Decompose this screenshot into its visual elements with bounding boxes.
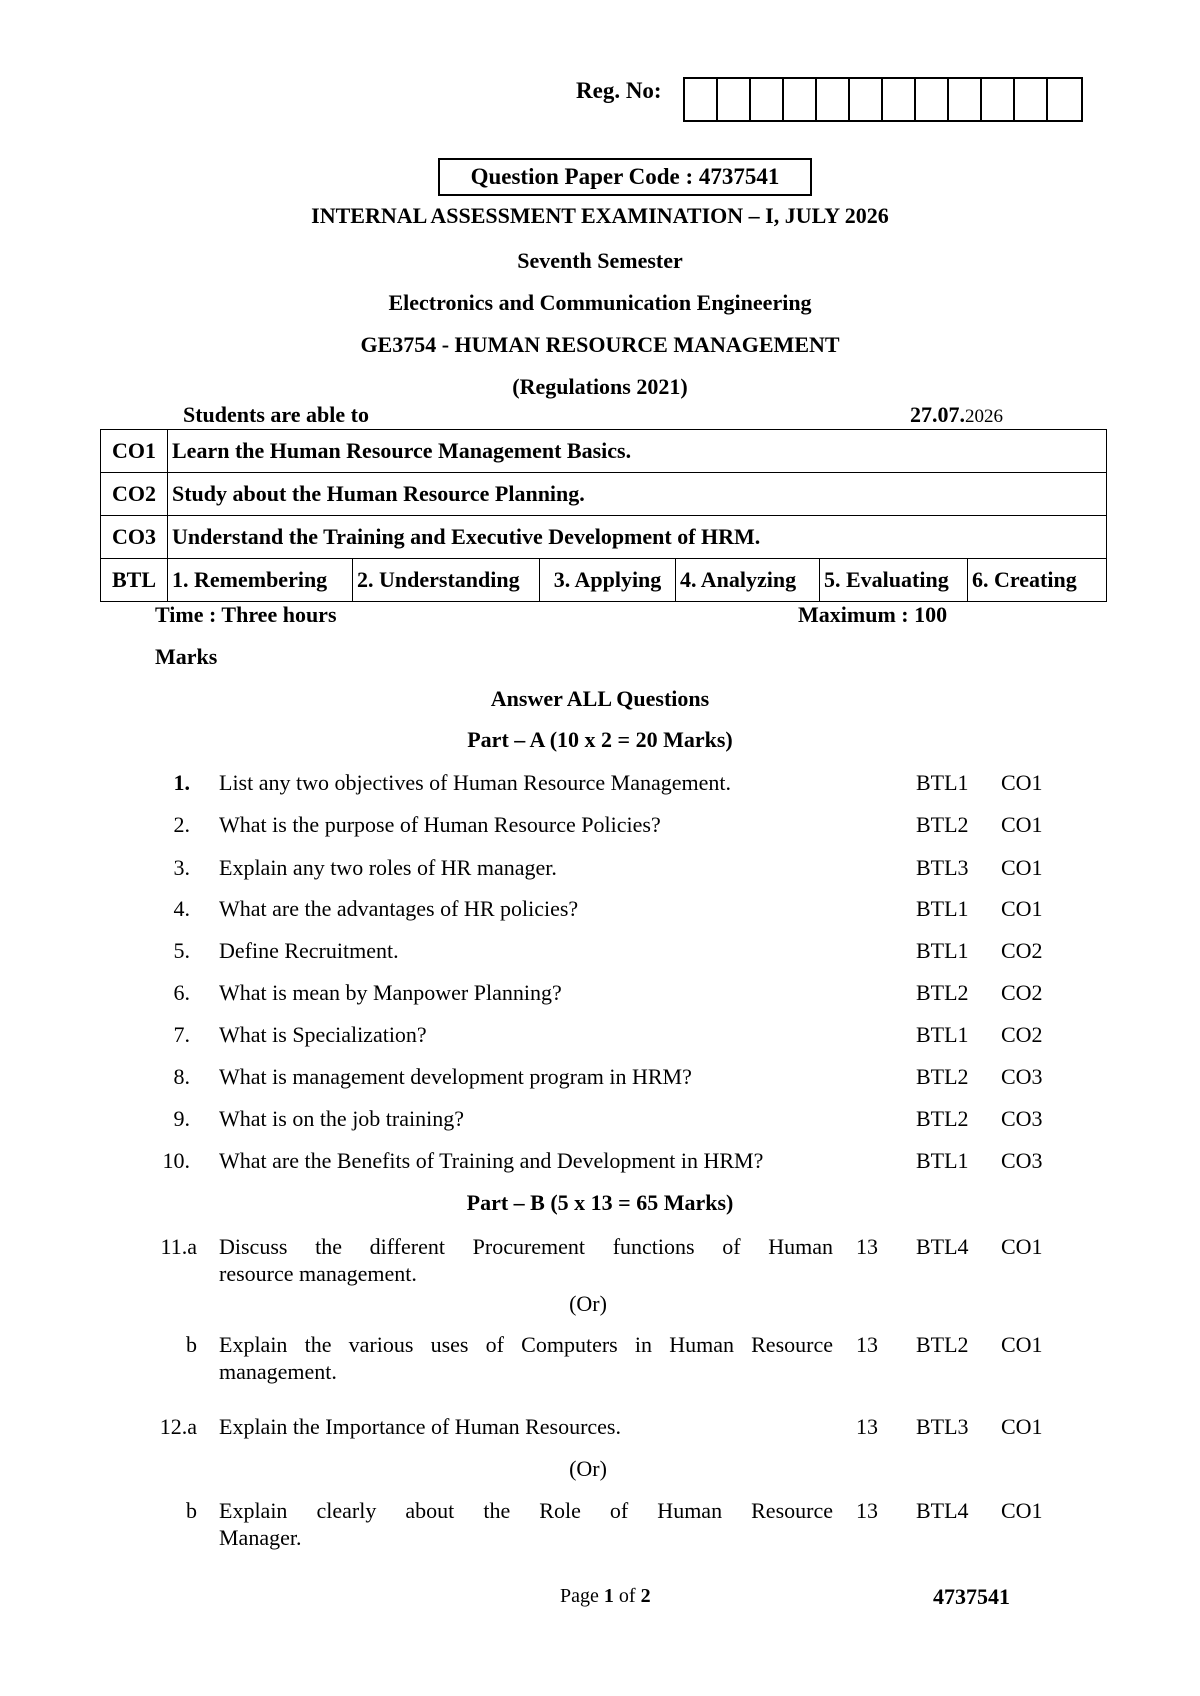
- co-code: CO3: [101, 516, 168, 559]
- students-label: Students are able to: [183, 402, 369, 427]
- question-row: [0, 1106, 1200, 1136]
- question-btl: BTL3: [916, 855, 969, 880]
- marks-word: Marks: [155, 644, 218, 669]
- question-text-line: Discuss the different Procurement functions of Human: [219, 1234, 833, 1259]
- question-number: 3.: [173, 855, 190, 880]
- btl-level: 2. Understanding: [353, 559, 540, 602]
- question-co: CO3: [1001, 1064, 1043, 1089]
- co-code: CO1: [101, 430, 168, 473]
- question-row: [0, 938, 1200, 968]
- co-row: [101, 430, 1107, 473]
- question-btl: BTL3: [916, 1414, 969, 1439]
- exam-date: [910, 402, 1003, 428]
- question-row: [0, 1332, 1200, 1388]
- or-separator: [0, 1291, 1200, 1317]
- question-text: What is the purpose of Human Resource Policies?: [219, 812, 661, 837]
- btl-code: BTL: [101, 559, 168, 602]
- btl-row: [101, 559, 1107, 602]
- question-row: [0, 896, 1200, 926]
- question-row: [0, 770, 1200, 800]
- co-code: CO2: [101, 473, 168, 516]
- question-co: CO3: [1001, 1148, 1043, 1173]
- question-btl: BTL1: [916, 770, 969, 795]
- semester: Seventh Semester: [517, 248, 683, 273]
- question-text: What are the advantages of HR policies?: [219, 896, 579, 921]
- co-text: Study about the Human Resource Planning.: [168, 473, 1107, 516]
- btl-level: 5. Evaluating: [820, 559, 968, 602]
- question-row: [0, 812, 1200, 842]
- question-number: 1.: [173, 770, 190, 795]
- question-text-line: Manager.: [219, 1525, 302, 1550]
- reg-no-cell[interactable]: [949, 79, 982, 120]
- question-co: CO1: [1001, 1234, 1043, 1259]
- page-number: [560, 1585, 651, 1608]
- question-row: [0, 1498, 1200, 1554]
- question-number: b: [186, 1498, 197, 1523]
- question-text: Define Recruitment.: [219, 938, 399, 963]
- question-btl: BTL2: [916, 980, 969, 1005]
- question-number: 2.: [173, 812, 190, 837]
- question-btl: BTL4: [916, 1234, 969, 1259]
- exam-title: INTERNAL ASSESSMENT EXAMINATION – I, JULY 2026: [311, 203, 889, 228]
- question-row: [0, 855, 1200, 885]
- question-number: 6.: [173, 980, 190, 1005]
- reg-no-cell[interactable]: [916, 79, 949, 120]
- reg-no-cell[interactable]: [883, 79, 916, 120]
- date-day-month: 27.07.: [910, 402, 965, 427]
- question-btl: BTL2: [916, 1106, 969, 1131]
- question-btl: BTL2: [916, 812, 969, 837]
- footer-paper-code: 4737541: [933, 1584, 1010, 1609]
- question-btl: BTL1: [916, 938, 969, 963]
- question-marks: 13: [856, 1234, 878, 1259]
- or-text: (Or): [569, 1456, 607, 1481]
- question-text-line: Explain clearly about the Role of Human Resource: [219, 1498, 833, 1523]
- question-number: 5.: [173, 938, 190, 963]
- question-row: [0, 1234, 1200, 1290]
- question-marks: 13: [856, 1332, 878, 1357]
- question-marks: 13: [856, 1414, 878, 1439]
- reg-no-cell[interactable]: [1048, 79, 1081, 120]
- question-row: [0, 1064, 1200, 1094]
- question-co: CO1: [1001, 855, 1043, 880]
- or-separator: [0, 1456, 1200, 1482]
- question-number: 7.: [173, 1022, 190, 1047]
- reg-no-label: Reg. No:: [576, 78, 662, 103]
- btl-level: 4. Analyzing: [676, 559, 820, 602]
- reg-no-boxes[interactable]: [683, 77, 1083, 122]
- co-text: Understand the Training and Executive Development of HRM.: [168, 516, 1107, 559]
- reg-no-cell[interactable]: [751, 79, 784, 120]
- reg-no-cell[interactable]: [685, 79, 718, 120]
- reg-no-cell[interactable]: [784, 79, 817, 120]
- question-co: CO2: [1001, 980, 1043, 1005]
- reg-no-cell[interactable]: [982, 79, 1015, 120]
- co-row: [101, 473, 1107, 516]
- question-btl: BTL1: [916, 1148, 969, 1173]
- question-co: CO3: [1001, 1106, 1043, 1131]
- question-co: CO1: [1001, 896, 1043, 921]
- max-marks: Maximum : 100: [798, 602, 948, 627]
- question-text-line: Explain the Importance of Human Resources.: [219, 1414, 621, 1439]
- reg-no-cell[interactable]: [850, 79, 883, 120]
- question-text-line: management.: [219, 1359, 337, 1384]
- question-text: What is on the job training?: [219, 1106, 464, 1131]
- or-text: (Or): [569, 1291, 607, 1316]
- question-btl: BTL2: [916, 1332, 969, 1357]
- question-text: What is mean by Manpower Planning?: [219, 980, 562, 1005]
- question-co: CO1: [1001, 770, 1043, 795]
- course-outcome-table: [100, 429, 1107, 602]
- date-year: 2026: [965, 406, 1003, 427]
- question-text-line: resource management.: [219, 1261, 417, 1286]
- question-co: CO2: [1001, 1022, 1043, 1047]
- question-number: 10.: [162, 1148, 190, 1173]
- question-btl: BTL1: [916, 896, 969, 921]
- btl-level: 1. Remembering: [168, 559, 353, 602]
- question-co: CO1: [1001, 1414, 1043, 1439]
- question-number: 11.a: [160, 1234, 197, 1259]
- question-co: CO1: [1001, 1498, 1043, 1523]
- reg-no-cell[interactable]: [1015, 79, 1048, 120]
- question-number: 4.: [173, 896, 190, 921]
- question-paper-code: Question Paper Code : 4737541: [438, 158, 812, 196]
- exam-time: Time : Three hours: [155, 602, 337, 627]
- instruction: Answer ALL Questions: [490, 686, 710, 711]
- btl-level: 3. Applying: [540, 559, 676, 602]
- question-text-line: Explain the various uses of Computers in Human Resource: [219, 1332, 833, 1357]
- question-text: What are the Benefits of Training and Development in HRM?: [219, 1148, 764, 1173]
- question-number: 9.: [173, 1106, 190, 1131]
- question-btl: BTL1: [916, 1022, 969, 1047]
- page-of: of: [613, 1585, 641, 1607]
- question-text: What is management development program in HRM?: [219, 1064, 692, 1089]
- question-number: b: [186, 1332, 197, 1357]
- co-text: Learn the Human Resource Management Basics.: [168, 430, 1107, 473]
- question-row: [0, 1414, 1200, 1444]
- question-marks: 13: [856, 1498, 878, 1523]
- question-row: [0, 1148, 1200, 1178]
- question-co: CO2: [1001, 938, 1043, 963]
- question-co: CO1: [1001, 1332, 1043, 1357]
- reg-no-cell[interactable]: [817, 79, 850, 120]
- btl-level: 6. Creating: [968, 559, 1107, 602]
- part-a-heading: Part – A (10 x 2 = 20 Marks): [467, 727, 733, 752]
- question-btl: BTL2: [916, 1064, 969, 1089]
- course-title: GE3754 - HUMAN RESOURCE MANAGEMENT: [360, 332, 840, 357]
- reg-no-cell[interactable]: [718, 79, 751, 120]
- part-b-heading: Part – B (5 x 13 = 65 Marks): [466, 1190, 734, 1215]
- question-number: 12.a: [159, 1414, 197, 1439]
- page-current: 1: [603, 1585, 614, 1607]
- page-prefix: Page: [560, 1585, 604, 1607]
- question-row: [0, 1022, 1200, 1052]
- co-row: [101, 516, 1107, 559]
- question-btl: BTL4: [916, 1498, 969, 1523]
- question-number: 8.: [173, 1064, 190, 1089]
- department: Electronics and Communication Engineering: [388, 290, 812, 315]
- question-co: CO1: [1001, 812, 1043, 837]
- question-text: Explain any two roles of HR manager.: [219, 855, 557, 880]
- question-row: [0, 980, 1200, 1010]
- page-total: 2: [640, 1585, 651, 1607]
- question-text: List any two objectives of Human Resource Management.: [219, 770, 731, 795]
- question-text: What is Specialization?: [219, 1022, 427, 1047]
- regulations: (Regulations 2021): [512, 374, 688, 399]
